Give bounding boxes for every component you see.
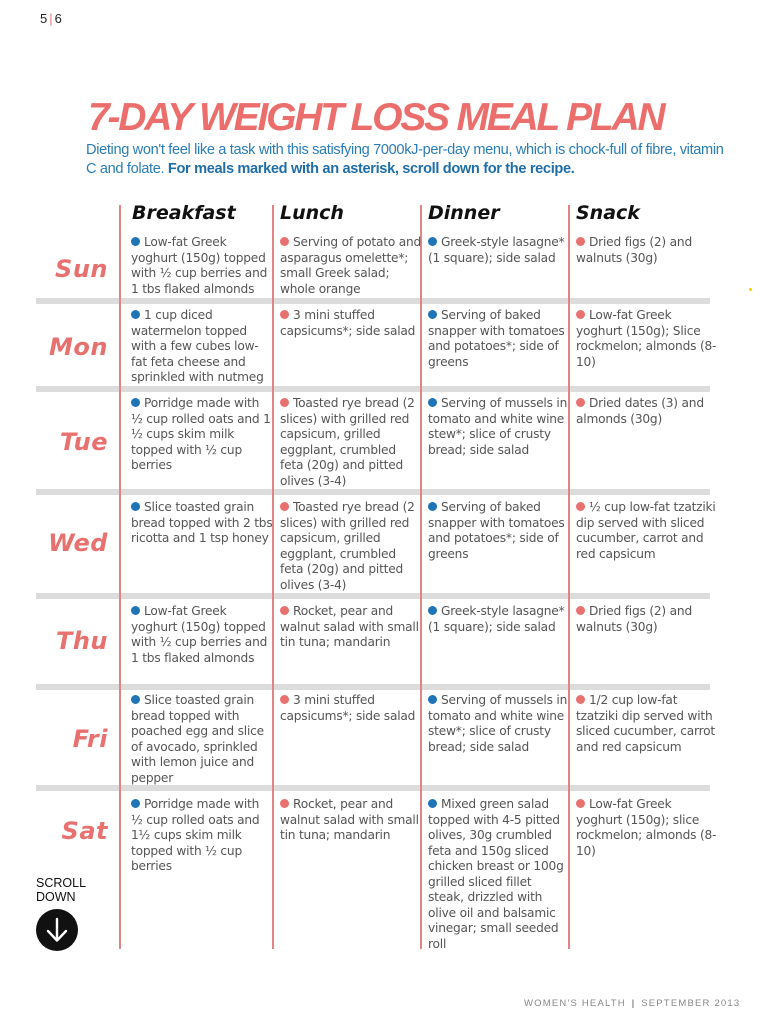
- red-bullet-icon: [576, 695, 585, 704]
- red-bullet-icon: [280, 398, 289, 407]
- page-number: [40, 11, 62, 26]
- row-divider: [36, 298, 710, 304]
- meal-cell-sat-lunch: Rocket, pear and walnut salad with small tin tuna; mandarin: [280, 797, 419, 842]
- meal-cell-sun-lunch: Serving of potato and asparagus omelette*; small Greek salad; whole orange: [280, 235, 422, 296]
- meal-cell-tue-dinner: Serving of mussels in tomato and white wine stew*; slice of crusty bread; side salad: [428, 396, 568, 457]
- meal-cell-thu-snack: Dried figs (2) and walnuts (30g): [576, 604, 692, 634]
- red-bullet-icon: [280, 695, 289, 704]
- blue-bullet-icon: [131, 502, 140, 511]
- column-header-lunch: Lunch: [280, 202, 344, 224]
- footer-issue: SEPTEMBER 2013: [641, 998, 741, 1009]
- meal-cell-wed-dinner: Serving of baked snapper with tomatoes and potatoes*; side of greens: [428, 500, 565, 561]
- column-divider: [119, 205, 121, 949]
- row-divider: [36, 593, 710, 599]
- meal-cell-mon-breakfast: 1 cup diced watermelon topped with a few cubes low-fat feta cheese and sprinkled with nutmeg: [131, 308, 264, 384]
- meal-cell-tue-snack: Dried dates (3) and almonds (30g): [576, 396, 704, 426]
- meal-cell-thu-dinner: Greek-style lasagne* (1 square); side salad: [428, 604, 565, 634]
- day-label-tue: Tue: [59, 428, 108, 456]
- column-header-dinner: Dinner: [428, 202, 500, 224]
- blue-bullet-icon: [428, 502, 437, 511]
- blue-bullet-icon: [131, 237, 140, 246]
- red-bullet-icon: [280, 502, 289, 511]
- day-label-wed: Wed: [48, 529, 108, 557]
- meal-cell-tue-breakfast: Porridge made with ½ cup rolled oats and 1 ½ cups skim milk topped with ½ cup berries: [131, 396, 271, 472]
- blue-bullet-icon: [131, 606, 140, 615]
- meal-cell-wed-snack: ½ cup low-fat tzatziki dip served with sliced cucumber, carrot and red capsicum: [576, 500, 716, 561]
- meal-cell-sun-dinner: Greek-style lasagne* (1 square); side salad: [428, 235, 565, 265]
- meal-cell-tue-lunch: Toasted rye bread (2 slices) with grilled red capsicum, grilled eggplant, crumbled feta (20g) and pitted olives (3-4): [280, 396, 415, 488]
- meal-cell-fri-dinner: Serving of mussels in tomato and white wine stew*; slice of crusty bread; side salad: [428, 693, 568, 754]
- red-bullet-icon: [576, 606, 585, 615]
- footer-publication: WOMEN'S HEALTH: [524, 998, 626, 1009]
- meal-cell-fri-lunch: 3 mini stuffed capsicums*; side salad: [280, 693, 416, 723]
- row-divider: [36, 489, 710, 495]
- column-header-snack: Snack: [576, 202, 640, 224]
- page-number-left: 5: [40, 11, 48, 26]
- row-divider: [36, 386, 710, 392]
- red-bullet-icon: [280, 310, 289, 319]
- meal-cell-sat-breakfast: Porridge made with ½ cup rolled oats and 1½ cups skim milk topped with ½ cup berries: [131, 797, 260, 873]
- meal-cell-fri-snack: 1/2 cup low-fat tzatziki dip served with sliced cucumber, carrot and red capsicum: [576, 693, 715, 754]
- meal-cell-sun-snack: Dried figs (2) and walnuts (30g): [576, 235, 692, 265]
- red-bullet-icon: [280, 606, 289, 615]
- decorative-speck: [749, 288, 752, 291]
- blue-bullet-icon: [131, 398, 140, 407]
- day-label-sat: Sat: [61, 817, 108, 845]
- day-label-sun: Sun: [55, 255, 108, 283]
- red-bullet-icon: [576, 799, 585, 808]
- arrow-down-circle-icon: [42, 915, 72, 945]
- page-number-separator: |: [49, 11, 53, 26]
- column-header-breakfast: Breakfast: [132, 202, 236, 224]
- meal-cell-wed-lunch: Toasted rye bread (2 slices) with grilled red capsicum, grilled eggplant, crumbled feta (20g) and pitted olives (3-4): [280, 500, 415, 592]
- blue-bullet-icon: [131, 799, 140, 808]
- meal-cell-thu-lunch: Rocket, pear and walnut salad with small tin tuna; mandarin: [280, 604, 419, 649]
- blue-bullet-icon: [428, 606, 437, 615]
- red-bullet-icon: [576, 398, 585, 407]
- red-bullet-icon: [280, 799, 289, 808]
- meal-cell-mon-snack: Low-fat Greek yoghurt (150g); Slice rockmelon; almonds (8-10): [576, 308, 717, 369]
- day-label-thu: Thu: [55, 627, 108, 655]
- red-bullet-icon: [280, 237, 289, 246]
- meal-cell-wed-breakfast: Slice toasted grain bread topped with 2 tbs ricotta and 1 tsp honey: [131, 500, 273, 545]
- meal-cell-mon-dinner: Serving of baked snapper with tomatoes and potatoes*; side of greens: [428, 308, 565, 369]
- red-bullet-icon: [576, 502, 585, 511]
- blue-bullet-icon: [428, 695, 437, 704]
- meal-cell-sat-dinner: Mixed green salad topped with 4-5 pitted olives, 30g crumbled feta and 150g sliced chicken breast or 100g grilled sliced fillet steak, drizzled with olive oil and balsamic vinegar; small seeded roll: [428, 797, 564, 951]
- red-bullet-icon: [576, 237, 585, 246]
- meal-cell-thu-breakfast: Low-fat Greek yoghurt (150g) topped with ½ cup berries and 1 tbs flaked almonds: [131, 604, 268, 665]
- meal-cell-mon-lunch: 3 mini stuffed capsicums*; side salad: [280, 308, 416, 338]
- blue-bullet-icon: [131, 310, 140, 319]
- blue-bullet-icon: [428, 799, 437, 808]
- blue-bullet-icon: [428, 237, 437, 246]
- meal-cell-sat-snack: Low-fat Greek yoghurt (150g); slice rockmelon; almonds (8-10): [576, 797, 717, 858]
- day-label-fri: Fri: [72, 725, 108, 753]
- blue-bullet-icon: [428, 398, 437, 407]
- red-bullet-icon: [576, 310, 585, 319]
- intro-emphasis: For meals marked with an asterisk, scroll down for the recipe.: [167, 161, 575, 177]
- scroll-down-button[interactable]: [36, 909, 78, 951]
- scroll-down-label[interactable]: SCROLL DOWN: [36, 876, 87, 904]
- footer-separator: |: [631, 998, 636, 1009]
- day-label-mon: Mon: [49, 333, 108, 361]
- row-divider: [36, 684, 710, 690]
- footer-credit: [524, 998, 740, 1009]
- blue-bullet-icon: [428, 310, 437, 319]
- blue-bullet-icon: [131, 695, 140, 704]
- intro-paragraph: [86, 141, 726, 179]
- page-title: 7-DAY WEIGHT LOSS MEAL PLAN: [88, 96, 664, 139]
- meal-cell-sun-breakfast: Low-fat Greek yoghurt (150g) topped with ½ cup berries and 1 tbs flaked almonds: [131, 235, 268, 296]
- meal-cell-fri-breakfast: Slice toasted grain bread topped with poached egg and slice of avocado, sprinkled with lemon juice and pepper: [131, 693, 264, 785]
- page-number-right: 6: [54, 11, 62, 26]
- intro-text: Dieting won't feel like a task with this satisfying 7000kJ-per-day menu, which is chock-full of fibre, vitamin C and folate.: [86, 142, 724, 177]
